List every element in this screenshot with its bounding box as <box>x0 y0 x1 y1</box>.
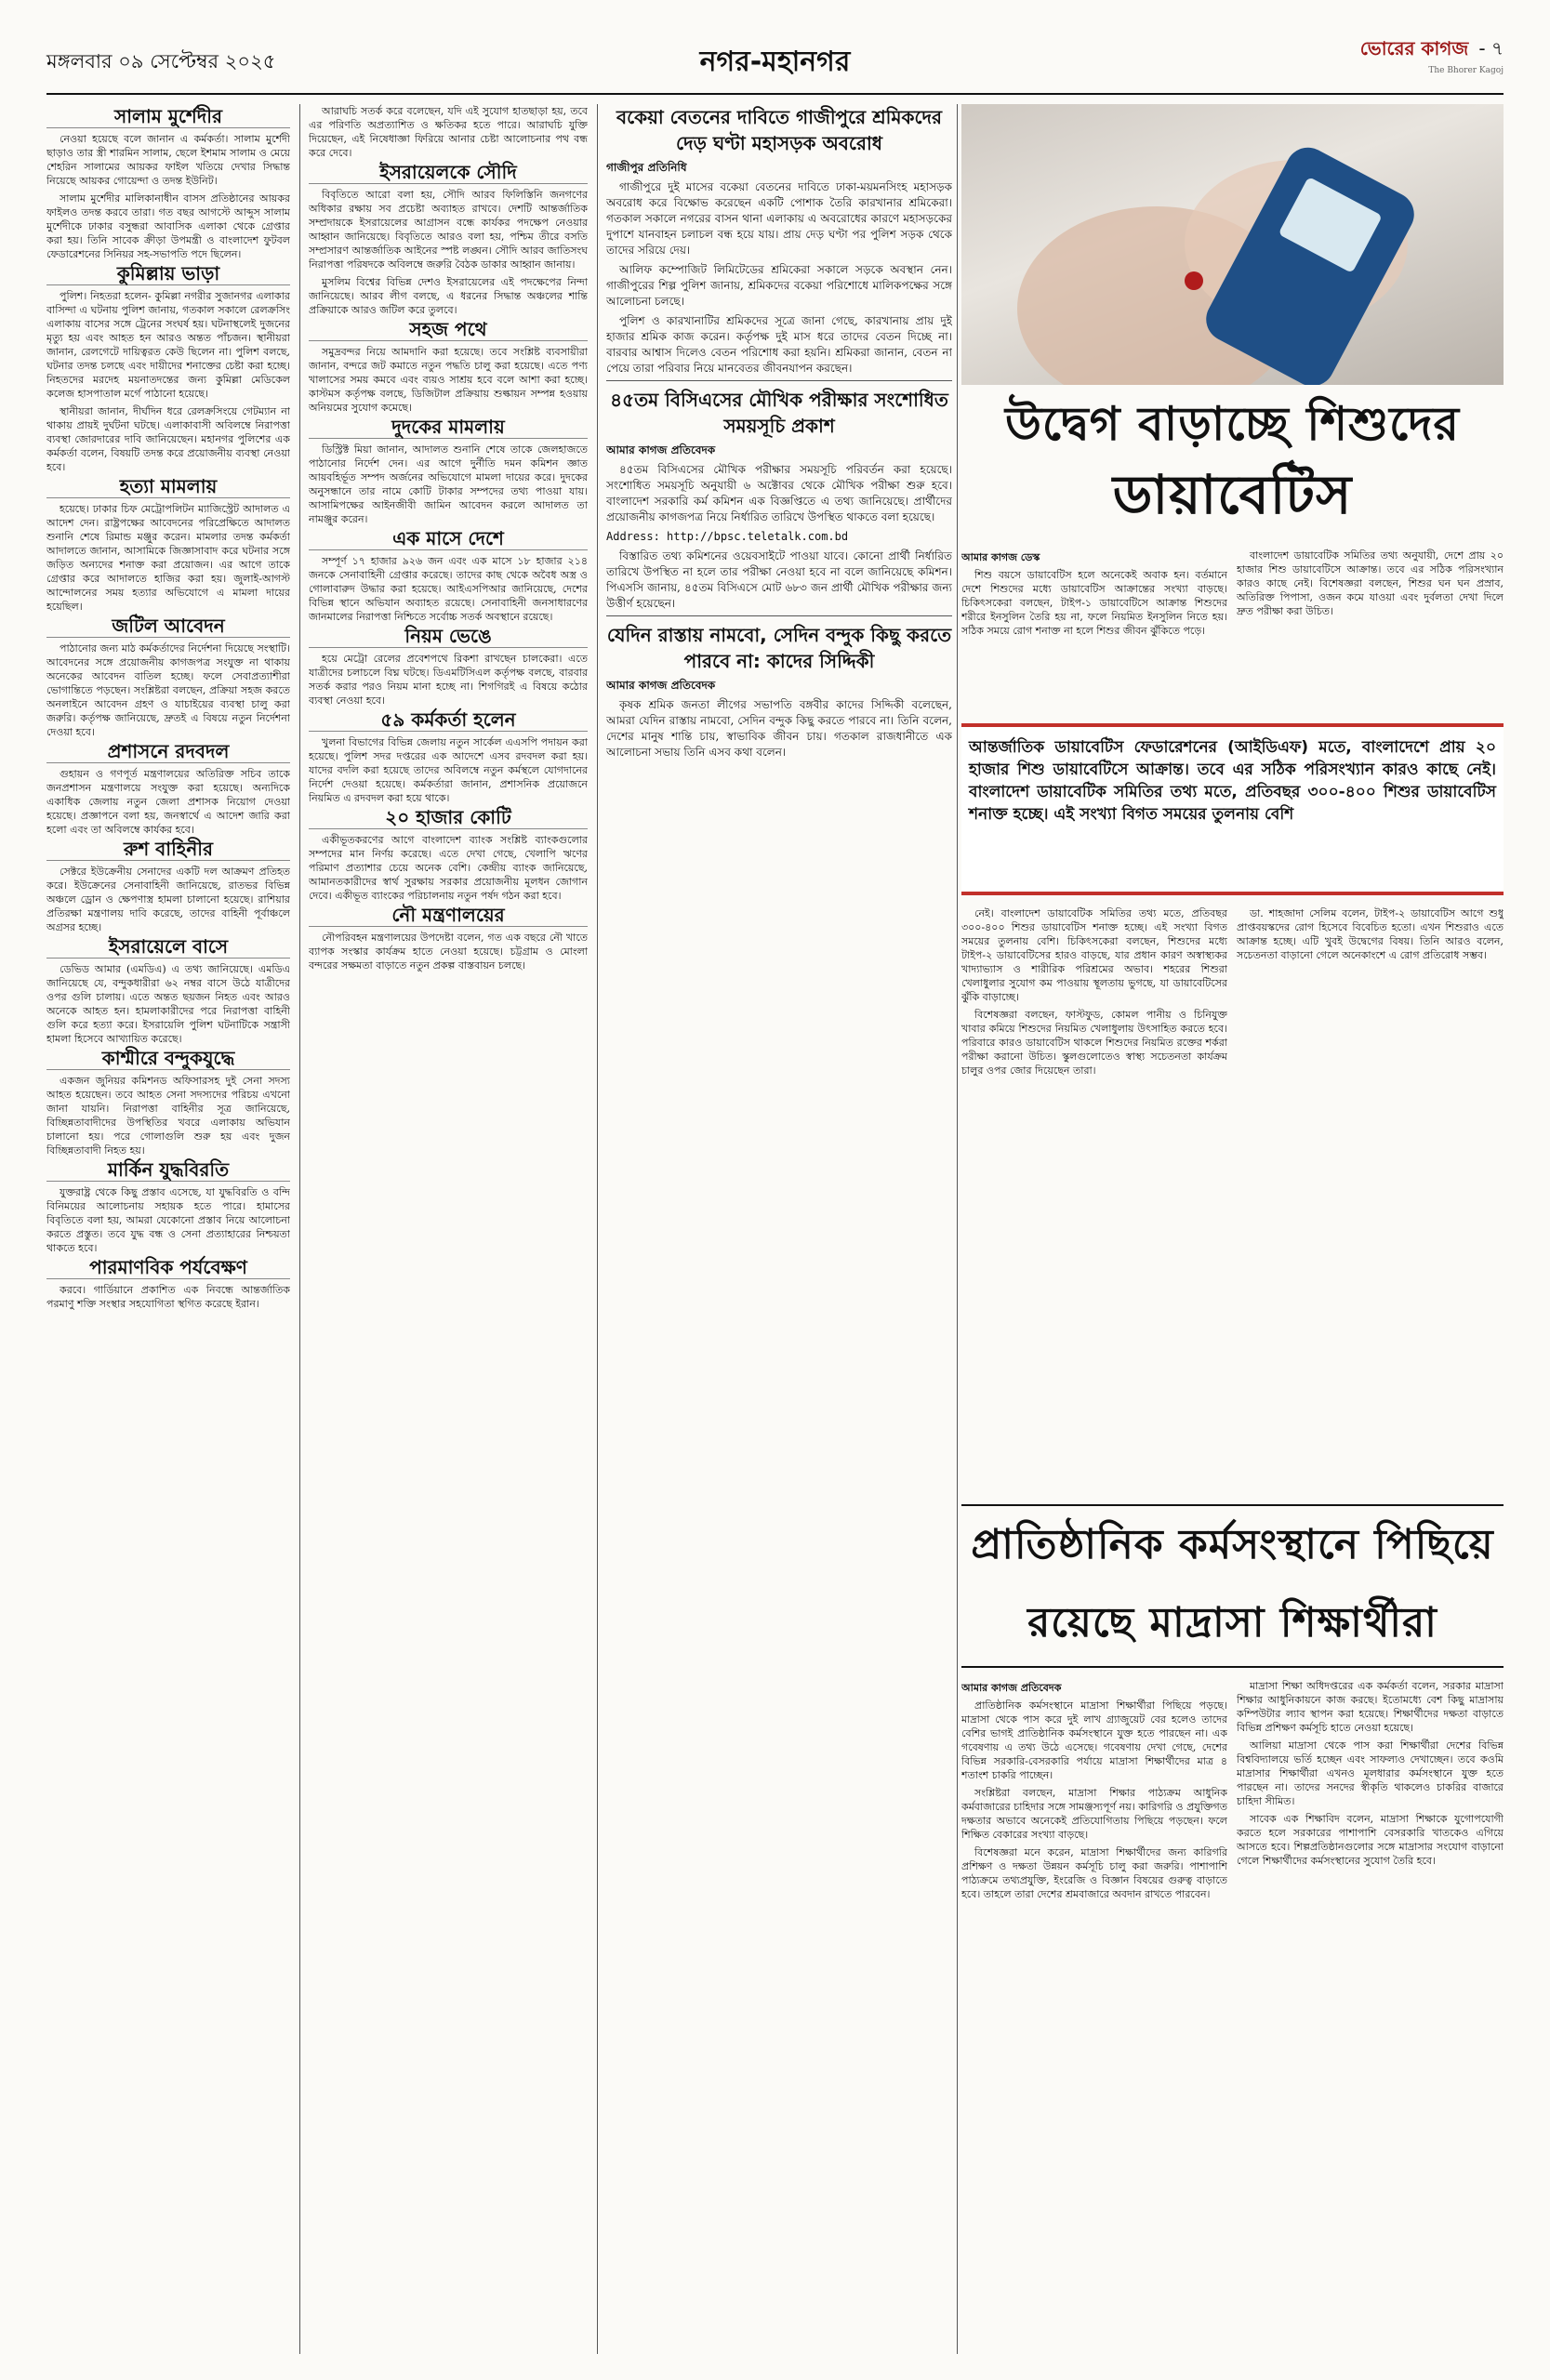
story-heading: সহজ পথে <box>309 323 588 341</box>
madrasa-body-right <box>1237 1679 1504 2353</box>
column-divider <box>299 104 300 2354</box>
story-heading: ইসরায়েলে বাসে <box>46 940 290 959</box>
story-heading: রুশ বাহিনীর <box>46 842 290 861</box>
story-heading: নিয়ম ভেঙে <box>309 629 588 648</box>
story-heading: ৫৯ কর্মকর্তা হলেন <box>309 713 588 732</box>
paragraph: ৪৫তম বিসিএসের মৌখিক পরীক্ষার সময়সূচি পরিবর্তন করা হয়েছে। সংশোধিত সময়সূচি অনুযায়ী ৬ অক্টোবর থেকে মৌখিক পরীক্ষা শুরু হবে। বাংলাদেশ সরকারি কর্ম কমিশন এক বিজ্ঞপ্তিতে এ তথ্য জানিয়েছে। প্রার্থীদের প্রয়োজনীয় কাগজপত্র নিয়ে নির্ধারিত তারিখে উপস্থিত থাকতে বলা হয়েছে। <box>606 463 952 523</box>
paragraph: নৌপরিবহন মন্ত্রণালয়ের উপদেষ্টা বলেন, গত এক বছরে নৌ খাতে ব্যাপক সংস্কার কার্যক্রম হাতে নেওয়া হয়েছে। চট্টগ্রাম ও মোংলা বন্দরের সক্ষমতা বাড়াতে নতুন প্রকল্প বাস্তবায়ন চলছে। <box>309 932 588 972</box>
paragraph: করবে। গার্ডিয়ানে প্রকাশিত এক নিবন্ধে আন্তর্জাতিক পরমাণু শক্তি সংস্থার সহযোগিতা স্থগিত করেছে ইরান। <box>46 1284 290 1310</box>
story-headline-kader-siddiqui: যেদিন রাস্তায় নামবো, সেদিন বন্দুক কিছু করতে পারবে না: কাদের সিদ্দিকী <box>606 615 952 674</box>
paragraph: খুলনা বিভাগের বিভিন্ন জেলায় নতুন সার্কেল এএসপি পদায়ন করা হয়েছে। পুলিশ সদর দপ্তরের এক আদেশে এসব রদবদল করা হয়। যাদের বদলি করা হয়েছে তাদের অবিলম্বে নতুন কর্মস্থলে যোগদানের নির্দেশ দেওয়া হয়েছে। কর্মকর্তারা জানান, প্রশাসনিক প্রয়োজনে নিয়মিত এ রদবদল করা হয়ে থাকে। <box>309 736 588 804</box>
paragraph: পাঠানোর জন্য মাঠ কর্মকর্তাদের নির্দেশনা দিয়েছে সংস্থাটি। আবেদনের সঙ্গে প্রয়োজনীয় কাগজপত্র সংযুক্ত না থাকায় অনেকের আবেদন বাতিল হচ্ছে। ফলে সেবাপ্রত্যাশীরা ভোগান্তিতে পড়ছেন। সংশ্লিষ্টরা বলছেন, প্রক্রিয়া সহজ করতে অনলাইনে আবেদন গ্রহণ ও যাচাইয়ের ব্যবস্থা চালু করা জরুরি। কর্তৃপক্ষ জানিয়েছে, দ্রুতই এ বিষয়ে নতুন নির্দেশনা দেওয়া হবে। <box>46 642 290 738</box>
story-heading: হত্যা মামলায় <box>46 480 290 498</box>
story-headline-wage-protest: বকেয়া বেতনের দাবিতে গাজীপুরে শ্রমিকদের দেড় ঘণ্টা মহাসড়ক অবরোধ <box>616 106 943 154</box>
page-number: - ৭ <box>1478 37 1504 60</box>
madrasa-headline-box <box>961 1504 1504 1668</box>
story-heading: নৌ মন্ত্রণালয়ের <box>309 908 588 927</box>
brand-tagline: The Bhorer Kagoj <box>1428 66 1504 75</box>
byline: আমার কাগজ প্রতিবেদক <box>606 679 716 692</box>
story-heading: ইসরায়েলকে সৌদি <box>309 165 588 184</box>
paragraph: সেক্টরে ইউক্রেনীয় সেনাদের একটি দল আক্রমণ প্রতিহত করে। ইউক্রেনের সেনাবাহিনী জানিয়েছে, রাতভর বিভিন্ন অঞ্চলে ড্রোন ও ক্ষেপণাস্ত্র হামলা চালানো হয়েছে। রাশিয়ার প্রতিরক্ষা মন্ত্রণালয় দাবি করেছে, তাদের বাহিনী পূর্বাঞ্চলে অগ্রসর হচ্ছে। <box>46 866 290 933</box>
issue-date: মঙ্গলবার ০৯ সেপ্টেম্বর ২০২৫ <box>46 50 276 73</box>
story-heading: এক মাসে দেশে <box>309 532 588 550</box>
column-1 <box>46 104 290 2354</box>
paragraph: ডিস্ট্রিক্ট মিয়া জানান, আদালত শুনানি শেষে তাকে জেলহাজতে পাঠানোর নির্দেশ দেন। এর আগে দুর্নীতি দমন কমিশন জ্ঞাত আয়বহির্ভূত সম্পদ অর্জনের অভিযোগে মামলা দায়ের করে। দুদকের অনুসন্ধানে তার নামে কোটি টাকার সম্পদের তথ্য পাওয়া যায়। আসামিপক্ষের আইনজীবী জামিন আবেদন করলে আদালত তা নামঞ্জুর করেন। <box>309 443 588 525</box>
paragraph: সালাম মুর্শেদীর মালিকানাধীন বাসস প্রতিষ্ঠানের আয়কর ফাইলও তদন্ত করবে তারা। গত বছর আগস্টে আব্দুস সালাম মুর্শেদীকে ঢাকার বসুন্ধরা আবাসিক এলাকা থেকে গ্রেপ্তার করা হয়। তিনি সাবেক ক্রীড়া উপমন্ত্রী ও বাংলাদেশ ফুটবল ফেডারেশনের সিনিয়র সহ-সভাপতি পদে ছিলেন। <box>46 192 290 260</box>
column-divider <box>597 104 598 2354</box>
byline: আমার কাগজ ডেস্ক <box>961 551 1040 563</box>
paragraph: বিশেষজ্ঞরা মনে করেন, মাদ্রাসা শিক্ষার্থীদের জন্য কারিগরি প্রশিক্ষণ ও দক্ষতা উন্নয়ন কর্মসূচি চালু করা জরুরি। পাশাপাশি পাঠ্যক্রমে তথ্যপ্রযুক্তি, ইংরেজি ও বিজ্ঞান বিষয়ের গুরুত্ব বাড়াতে হবে। তাহলে তারা দেশের শ্রমবাজারে অবদান রাখতে পারবেন। <box>961 1846 1227 1900</box>
paragraph: বিবৃতিতে আরো বলা হয়, সৌদি আরব ফিলিস্তিনি জনগণের অধিকার রক্ষায় সব প্রচেষ্টা অব্যাহত রাখবে। দেশটি আন্তর্জাতিক সম্প্রদায়কে ইসরায়েলের আগ্রাসন বন্ধে কার্যকর পদক্ষেপ নেওয়ার আহ্বান জানিয়েছে। বিবৃতিতে আরও বলা হয়, পশ্চিম তীরে বসতি সম্প্রসারণ আন্তর্জাতিক আইনের স্পষ্ট লঙ্ঘন। সৌদি আরব জাতিসংঘ নিরাপত্তা পরিষদকে অবিলম্বে জরুরি বৈঠক ডাকার আহ্বান জানায়। <box>309 189 588 271</box>
column-3 <box>606 104 952 2354</box>
feature-headline-line-2: ডায়াবেটিস <box>1112 463 1353 526</box>
feature-callout: আন্তর্জাতিক ডায়াবেটিস ফেডারেশনের (আইডিএফ) মতে, বাংলাদেশে প্রায় ২০ হাজার শিশু ডায়াবেটিসে আক্রান্ত। তবে এর সঠিক পরিসংখ্যান কারও কাছে নেই। বাংলাদেশ ডায়াবেটিক সমিতির তথ্য মতে, প্রতিবছর ৩০০-৪০০ শিশুর ডায়াবেটিস শনাক্ত হচ্ছে। এই সংখ্যা বিগত সময়ের তুলনায় বেশি <box>961 723 1504 895</box>
paragraph: মুসলিম বিশ্বের বিভিন্ন দেশও ইসরায়েলের এই পদক্ষেপের নিন্দা জানিয়েছে। আরব লীগ বলছে, এ ধরনের সিদ্ধান্ত অঞ্চলের শান্তি প্রক্রিয়াকে আরও জটিল করে তুলবে। <box>309 276 588 316</box>
feature-photo-glucose-test <box>961 104 1504 385</box>
paragraph: সাবেক এক শিক্ষাবিদ বলেন, মাদ্রাসা শিক্ষাকে যুগোপযোগী করতে হলে সরকারের পাশাপাশি বেসরকারি খাতকেও এগিয়ে আসতে হবে। শিল্পপ্রতিষ্ঠানগুলোর সঙ্গে মাদ্রাসার সংযোগ বাড়ানো গেলে শিক্ষার্থীদের কর্মসংস্থানের সুযোগ তৈরি হবে। <box>1237 1813 1504 1867</box>
paragraph: কৃষক শ্রমিক জনতা লীগের সভাপতি বঙ্গবীর কাদের সিদ্দিকী বলেছেন, আমরা যেদিন রাস্তায় নামবো, সেদিন বন্দুক কিছু করতে পারবে না। তিনি বলেন, দেশের মানুষ শান্তি চায়, স্বাভাবিক জীবন চায়। গতকাল রাজধানীতে এক আলোচনা সভায় তিনি এসব কথা বলেন। <box>606 698 952 759</box>
feature-body-continued-right <box>1237 906 1504 1497</box>
paragraph: শিশু বয়সে ডায়াবেটিস হলে অনেকেই অবাক হন। বর্তমানে দেশে শিশুদের মধ্যে ডায়াবেটিস আক্রান্তের সংখ্যা বাড়ছে। চিকিৎসকেরা বলছেন, টাইপ-১ ডায়াবেটিসে আক্রান্ত শিশুদের শরীরে ইনসুলিন তৈরি হয় না, ফলে নিয়মিত ইনসুলিন নিতে হয়। সঠিক সময়ে রোগ শনাক্ত না হলে শিশুর জীবন ঝুঁকিতে পড়ে। <box>961 569 1227 637</box>
story-heading: কুমিল্লায় ভাড়া <box>46 267 290 285</box>
paragraph: গুহায়ন ও গণপূর্ত মন্ত্রণালয়ের অতিরিক্ত সচিব তাকে জনপ্রশাসন মন্ত্রণালয়ে সংযুক্ত করা হয়েছে। অন্যদিকে একাধিক জেলায় নতুন জেলা প্রশাসক নিয়োগ দেওয়া হয়েছে। প্রজ্ঞাপনে বলা হয়, জনস্বার্থে এ আদেশ জারি করা হলো এবং তা অবিলম্বে কার্যকর হবে। <box>46 768 290 836</box>
feature-body-continued-left <box>961 906 1227 1497</box>
story-headline-bcs: ৪৫তম বিসিএসের মৌখিক পরীক্ষার সংশোধিত সময়সূচি প্রকাশ <box>606 380 952 439</box>
madrasa-headline-line-2: রয়েছে মাদ্রাসা শিক্ষার্থীরা <box>1027 1599 1437 1646</box>
madrasa-headline-line-1: প্রাতিষ্ঠানিক কর্মসংস্থানে পিছিয়ে <box>971 1521 1494 1568</box>
paragraph: নেওয়া হয়েছে বলে জানান এ কর্মকর্তা। সালাম মুর্শেদী ছাড়াও তার স্ত্রী শারমিন সালাম, ছেলে ইশমাম সালাম ও মেয়ে শেহরিন সালামের আয়কর ফাইল খতিয়ে দেখার সিদ্ধান্ত নিয়েছে আয়কর গোয়েন্দা ও তদন্ত ইউনিট। <box>46 133 290 187</box>
masthead <box>46 26 1504 95</box>
paragraph: একীভূতকরণের আগে বাংলাদেশ ব্যাংক সংশ্লিষ্ট ব্যাংকগুলোর সম্পদের মান নির্ণয় করেছে। এতে দেখা গেছে, খেলাপি ঋণের পরিমাণ প্রত্যাশার চেয়ে অনেক বেশি। কেন্দ্রীয় ব্যাংক জানিয়েছে, আমানতকারীদের স্বার্থ সুরক্ষায় সরকার প্রয়োজনীয় মূলধন জোগান দেবে। একীভূত ব্যাংকের পরিচালনায় নতুন পর্ষদ গঠন করা হবে। <box>309 834 588 902</box>
paragraph: আলিয়া মাদ্রাসা থেকে পাস করা শিক্ষার্থীরা দেশের বিভিন্ন বিশ্ববিদ্যালয়ে ভর্তি হচ্ছেন এবং সাফল্যও দেখাচ্ছেন। তবে কওমি মাদ্রাসার শিক্ষার্থীরা এখনও মূলধারার কর্মসংস্থানে যুক্ত হতে পারছেন না। তাদের সনদের স্বীকৃতি থাকলেও চাকরির বাজারে চাহিদা সীমিত। <box>1237 1739 1504 1807</box>
paragraph: সংশ্লিষ্টরা বলছেন, মাদ্রাসা শিক্ষার পাঠ্যক্রম আধুনিক কর্মবাজারের চাহিদার সঙ্গে সামঞ্জস্যপূর্ণ নয়। কারিগরি ও প্রযুক্তিগত দক্ষতার অভাবে অনেকেই প্রতিযোগিতায় পিছিয়ে পড়ছেন। ফলে শিক্ষিত বেকারের সংখ্যা বাড়ছে। <box>961 1787 1227 1841</box>
feature-headline-line-1: উদ্বেগ বাড়াচ্ছে শিশুদের <box>1004 397 1461 451</box>
feature-body-left <box>961 549 1227 716</box>
paragraph: প্রাতিষ্ঠানিক কর্মসংস্থানে মাদ্রাসা শিক্ষার্থীরা পিছিয়ে পড়ছে। মাদ্রাসা থেকে পাস করে দুই লাখ গ্র্যাজুয়েট বের হলেও তাদের বেশির ভাগই প্রাতিষ্ঠানিক কর্মসংস্থানে যুক্ত হতে পারছেন না। এক গবেষণায় এ তথ্য উঠে এসেছে। গবেষণায় দেখা গেছে, দেশের বিভিন্ন সরকারি-বেসরকারি পর্যায়ে মাদ্রাসা শিক্ষার্থীদের মাত্র ৪ শতাংশ চাকরি পাচ্ছেন। <box>961 1699 1227 1781</box>
paragraph: গাজীপুরে দুই মাসের বকেয়া বেতনের দাবিতে ঢাকা-ময়মনসিংহ মহাসড়ক অবরোধ করে বিক্ষোভ করেছেন একটি পোশাক তৈরি কারখানার শ্রমিকেরা। গতকাল সকালে নগরের বাসন থানা এলাকায় এ অবরোধের কারণে মহাসড়কের দুপাশে যানবাহন চলাচল বন্ধ হয়ে যায়। প্রায় দেড় ঘণ্টা পর পুলিশ সড়ক থেকে তাদের সরিয়ে দেয়। <box>606 180 952 257</box>
paragraph: পুলিশ। নিহতরা হলেন- কুমিল্লা নগরীর সুজানগর এলাকার বাসিন্দা এ ঘটনায় পুলিশ জানায়, গতকাল সকালে রেলক্রসিং এলাকায় বাসের সঙ্গে ট্রেনের সংঘর্ষ হয়। ঘটনাস্থলেই দুজনের মৃত্যু হয় এবং আহত হন আরও অন্তত পাঁচজন। স্থানীয়রা জানান, রেলগেটে দায়িত্বরত কেউ ছিলেন না। পুলিশ বলছে, ঘটনার তদন্ত চলছে এবং দায়ীদের শনাক্তের চেষ্টা করা হচ্ছে। নিহতদের মরদেহ ময়নাতদন্তের জন্য কুমিল্লা মেডিকেল কলেজ হাসপাতাল মর্গে পাঠানো হয়েছে। <box>46 290 290 400</box>
paragraph: বিস্তারিত তথ্য কমিশনের ওয়েবসাইটে পাওয়া যাবে। কোনো প্রার্থী নির্ধারিত তারিখে উপস্থিত না হলে তার পরীক্ষা নেওয়া হবে না বলে জানিয়েছে কমিশন। পিএসসি জানায়, ৪৫তম বিসিএসে মোট ৬৮৩ জন প্রার্থী মৌখিক পরীক্ষার জন্য উত্তীর্ণ হয়েছেন। <box>606 549 952 610</box>
brand-logo: ভোরের কাগজ <box>1359 37 1469 60</box>
paragraph: পুলিশ ও কারখানাটির শ্রমিকদের সূত্রে জানা গেছে, কারখানায় প্রায় দুই হাজার শ্রমিক কাজ করেন। কর্তৃপক্ষ দুই মাস ধরে তাদের বেতন দিচ্ছে না। বারবার আশ্বাস দিলেও বেতন পরিশোধ করা হয়নি। শ্রমিকরা জানান, বেতন না পেয়ে তারা পরিবার নিয়ে মানবেতর জীবনযাপন করছেন। <box>606 314 952 375</box>
byline: আমার কাগজ প্রতিবেদক <box>606 443 716 456</box>
paragraph: বিশেষজ্ঞরা বলছেন, ফাস্টফুড, কোমল পানীয় ও চিনিযুক্ত খাবার কমিয়ে শিশুদের নিয়মিত খেলাধুলায় উৎসাহিত করতে হবে। পরিবারে কারও ডায়াবেটিস থাকলে শিশুদের নিয়মিত রক্তের শর্করা পরীক্ষা করানো উচিত। স্কুলগুলোতেও স্বাস্থ্য সচেতনতা কার্যক্রম চালুর ওপর জোর দিয়েছেন তারা। <box>961 1009 1227 1077</box>
paragraph: আরাঘচি সতর্ক করে বলেছেন, যদি এই সুযোগ হাতছাড়া হয়, তবে এর পরিণতি অপ্রত্যাশিত ও ক্ষতিকর হতে পারে। আরাঘচি যুক্তি দিয়েছেন, এই নিষেধাজ্ঞা ফিরিয়ে আনার চেষ্টা আলোচনার পথ বন্ধ করে দেবে। <box>309 105 588 159</box>
paragraph: মাদ্রাসা শিক্ষা অধিদপ্তরের এক কর্মকর্তা বলেন, সরকার মাদ্রাসা শিক্ষার আধুনিকায়নে কাজ করছে। ইতোমধ্যে বেশ কিছু মাদ্রাসায় কম্পিউটার ল্যাব স্থাপন করা হয়েছে। শিক্ষার্থীদের দক্ষতা বাড়াতে বিভিন্ন প্রশিক্ষণ কর্মসূচি হাতে নেওয়া হয়েছে। <box>1237 1680 1504 1734</box>
story-heading: মার্কিন যুদ্ধবিরতি <box>46 1163 290 1182</box>
paragraph: সমুদ্রবন্দর নিয়ে আমদানি করা হয়েছে। তবে সংশ্লিষ্ট ব্যবসায়ীরা জানান, বন্দরে জট কমাতে নতুন পদ্ধতি চালু করা হয়েছে। এতে পণ্য খালাসের সময় কমবে এবং ব্যয়ও সাশ্রয় হবে বলে আশা করা হচ্ছে। কাস্টমস কর্তৃপক্ষ বলছে, ডিজিটাল প্রক্রিয়ায় শুল্কায়ন সম্পন্ন হওয়ায় অনিয়মের সুযোগ কমেছে। <box>309 346 588 414</box>
byline: আমার কাগজ প্রতিবেদক <box>961 1682 1062 1694</box>
paragraph: আলিফ কম্পোজিট লিমিটেডের শ্রমিকেরা সকালে সড়কে অবস্থান নেন। গাজীপুরের শিল্প পুলিশ জানায়, শ্রমিকদের বকেয়া পরিশোধে মালিকপক্ষের সঙ্গে আলোচনা চলছে। <box>606 263 952 308</box>
section-title: নগর-মহানগর <box>699 46 851 78</box>
story-heading: জটিল আবেদন <box>46 619 290 638</box>
madrasa-body-left <box>961 1679 1227 2353</box>
story-heading: দুদকের মামলায় <box>309 420 588 439</box>
column-2 <box>309 104 588 2354</box>
paragraph: হয়েছে। ঢাকার চিফ মেট্রোপলিটন ম্যাজিস্ট্রেট আদালত এ আদেশ দেন। রাষ্ট্রপক্ষের আবেদনের পরিপ্রেক্ষিতে আদালত শুনানি শেষে রিমান্ড মঞ্জুর করেন। মামলার তদন্ত কর্মকর্তা আদালতে জানান, আসামিকে জিজ্ঞাসাবাদ করে ঘটনার সঙ্গে জড়িত অন্যদের শনাক্ত করা প্রয়োজন। এর আগে তাকে গ্রেপ্তার করে আদালতে হাজির করা হয়। জুলাই-আগস্ট আন্দোলনের সময় হত্যার অভিযোগে এ মামলা দায়ের হয়েছিল। <box>46 503 290 613</box>
story-heading: পারমাণবিক পর্যবেক্ষণ <box>46 1261 290 1279</box>
paragraph: ডেভিড আমার (এমডিএ) এ তথ্য জানিয়েছে। এমডিএ জানিয়েছে যে, বন্দুকধারীরা ৬২ নম্বর বাসে উঠে যাত্রীদের ওপর গুলি চালায়। এতে অন্তত ছয়জন নিহত এবং আরও অনেকে আহত হন। হামলাকারীদের পরে নিরাপত্তা বাহিনী গুলি করে হত্যা করে। ইসরায়েলি পুলিশ ঘটনাটিকে সন্ত্রাসী হামলা হিসেবে আখ্যায়িত করেছে। <box>46 963 290 1045</box>
paragraph: বাংলাদেশ ডায়াবেটিক সমিতির তথ্য অনুযায়ী, দেশে প্রায় ২০ হাজার শিশু ডায়াবেটিসে আক্রান্ত। তবে এর সঠিক পরিসংখ্যান কারও কাছে নেই। বিশেষজ্ঞরা বলছেন, শিশুর ঘন ঘন প্রস্রাব, অতিরিক্ত পিপাসা, ওজন কমে যাওয়া এবং দুর্বলতা দেখা দিলে দ্রুত পরীক্ষা করা উচিত। <box>1237 549 1504 617</box>
paragraph: স্থানীয়রা জানান, দীর্ঘদিন ধরে রেলক্রসিংয়ে গেটম্যান না থাকায় প্রায়ই দুর্ঘটনা ঘটছে। এলাকাবাসী অবিলম্বে নিরাপত্তা ব্যবস্থা জোরদারের দাবি জানিয়েছেন। মহানগর পুলিশের এক কর্মকর্তা বলেন, বিষয়টি তদন্ত করে প্রয়োজনীয় ব্যবস্থা নেওয়া হবে। <box>46 405 290 473</box>
story-heading: প্রশাসনে রদবদল <box>46 745 290 763</box>
paragraph: নেই। বাংলাদেশ ডায়াবেটিক সমিতির তথ্য মতে, প্রতিবছর ৩০০-৪০০ শিশুর ডায়াবেটিস শনাক্ত হচ্ছে। এই সংখ্যা বিগত সময়ের তুলনায় বেশি। চিকিৎসকেরা বলছেন, শিশুদের মধ্যে টাইপ-২ ডায়াবেটিসের হারও বাড়ছে, যার প্রধান কারণ অস্বাস্থ্যকর খাদ্যাভ্যাস ও শারীরিক পরিশ্রমের অভাব। শহরের শিশুরা খেলাধুলার সুযোগ কম পাওয়ায় স্থূলতায় ভুগছে, যা ডায়াবেটিসের ঝুঁকি বাড়াচ্ছে। <box>961 907 1227 1003</box>
byline: গাজীপুর প্রতিনিধি <box>606 161 687 174</box>
paragraph: হয়ে মেট্রো রেলের প্রবেশপথে রিকশা রাখছেন চালকেরা। এতে যাত্রীদের চলাচলে বিঘ্ন ঘটছে। ডিএমটিসিএল কর্তৃপক্ষ বলছে, বারবার সতর্ক করার পরও নিয়ম মানা হচ্ছে না। শিগগিরই এ বিষয়ে কঠোর ব্যবস্থা নেওয়া হবে। <box>309 653 588 707</box>
column-divider <box>957 104 958 2354</box>
paragraph: ডা. শাহজাদা সেলিম বলেন, টাইপ-২ ডায়াবেটিস আগে শুধু প্রাপ্তবয়স্কদের রোগ হিসেবে বিবেচিত হতো। এখন শিশুরাও এতে আক্রান্ত হচ্ছে। এটি খুবই উদ্বেগের বিষয়। তিনি আরও বলেন, সচেতনতা বাড়ানো গেলে অনেকাংশে এ রোগ প্রতিরোধ সম্ভব। <box>1237 907 1504 961</box>
paragraph: যুক্তরাষ্ট্র থেকে কিছু প্রস্তাব এসেছে, যা যুদ্ধবিরতি ও বন্দি বিনিময়ের আলোচনায় সহায়ক হতে পারে। হামাসের বিবৃতিতে বলা হয়, আমরা যেকোনো প্রস্তাব নিয়ে আলোচনা করতে প্রস্তুত। তবে যুদ্ধ বন্ধ ও সেনা প্রত্যাহারের নিশ্চয়তা থাকতে হবে। <box>46 1186 290 1254</box>
web-address: Address: http://bpsc.teletalk.com.bd <box>606 530 849 543</box>
glucose-meter-illustration <box>961 104 1504 385</box>
paragraph: সম্পূর্ণ ১৭ হাজার ৯২৬ জন এবং এক মাসে ১৮ হাজার ২১৪ জনকে সেনাবাহিনী গ্রেপ্তার করেছে। তাদের কাছ থেকে অবৈধ অস্ত্র ও গোলাবারুদ উদ্ধার করা হয়েছে। আইএসপিআর জানিয়েছে, দেশের বিভিন্ন স্থানে অভিযান অব্যাহত রয়েছে। সেনাবাহিনী জনসাধারণের জানমালের নিরাপত্তা নিশ্চিতে সর্বোচ্চ সতর্ক অবস্থানে রয়েছে। <box>309 555 588 623</box>
paragraph: একজন জুনিয়র কমিশনড অফিসারসহ দুই সেনা সদস্য আহত হয়েছেন। তবে আহত সেনা সদস্যদের পরিচয় এখনো জানা যায়নি। নিরাপত্তা বাহিনীর সূত্র জানিয়েছে, বিচ্ছিন্নতাবাদীদের উপস্থিতির খবরে এলাকায় অভিযান চালানো হয়। পরে গোলাগুলি শুরু হয় এবং দুজন বিচ্ছিন্নতাবাদী নিহত হয়। <box>46 1075 290 1157</box>
feature-headline <box>961 390 1504 539</box>
story-heading: ২০ হাজার কোটি <box>309 811 588 829</box>
story-heading: কাশ্মীরে বন্দুকযুদ্ধে <box>46 1051 290 1070</box>
feature-body-right <box>1237 549 1504 716</box>
story-heading: সালাম মুর্শেদীর <box>46 110 290 128</box>
brand <box>1360 35 1504 75</box>
